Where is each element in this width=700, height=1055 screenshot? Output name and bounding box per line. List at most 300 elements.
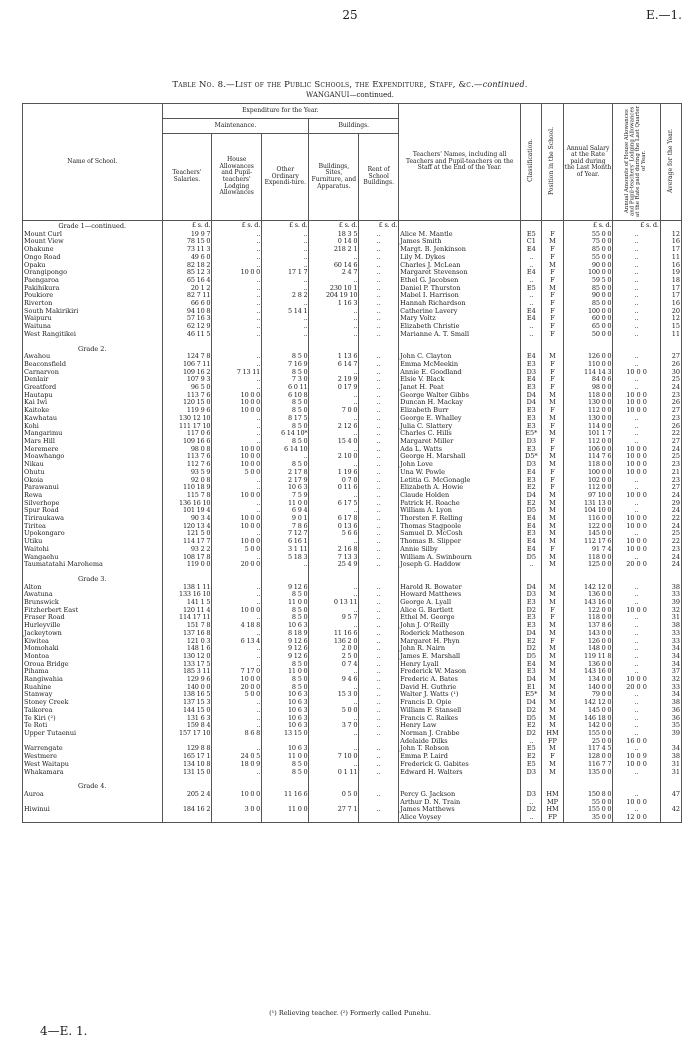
- buildings-sites: ..: [309, 507, 359, 515]
- salaries: 57 16 3: [162, 315, 212, 323]
- annual-allowance: ..: [613, 668, 660, 676]
- average: 17: [660, 246, 681, 254]
- rent: ..: [359, 469, 399, 477]
- classification: E3: [521, 530, 542, 538]
- buildings-sites: 11 16 6: [309, 630, 359, 638]
- annual-salary: 79 0 0: [563, 691, 613, 699]
- header-buildings-sites: Buildings, Sites, Furniture, and Apparatus.: [309, 134, 359, 221]
- annual-allowance: 20 0 0: [613, 561, 660, 569]
- teacher-name: William F. Stansell: [399, 707, 521, 715]
- rent: ..: [359, 515, 399, 523]
- annual-salary: 60 0 0: [563, 315, 613, 323]
- salaries: 140 0 0: [162, 684, 212, 692]
- empty-cell: [521, 221, 542, 231]
- buildings-sites: ..: [309, 399, 359, 407]
- annual-allowance: ..: [613, 415, 660, 423]
- classification: D3: [521, 791, 542, 799]
- annual-salary: 112 0 0: [563, 407, 613, 415]
- classification: D2: [521, 730, 542, 738]
- annual-allowance: ..: [613, 376, 660, 384]
- teacher-name: Mabel I. Harrison: [399, 292, 521, 300]
- rent: ..: [359, 308, 399, 316]
- school-name: Hurleyville: [23, 622, 163, 630]
- annual-salary: 134 0 0: [563, 676, 613, 684]
- table-row: [23, 707, 682, 715]
- buildings-sites: 18 3 5: [309, 231, 359, 239]
- classification: D3: [521, 369, 542, 377]
- average: 24: [660, 507, 681, 515]
- average: 24: [660, 492, 681, 500]
- table-row: [23, 453, 682, 461]
- buildings-sites: 1 13 6: [309, 353, 359, 361]
- teacher-name: Emma P. Laird: [399, 753, 521, 761]
- table-row: [23, 477, 682, 485]
- annual-salary: 59 5 0: [563, 277, 613, 285]
- school-name: Greatford: [23, 384, 163, 392]
- salaries: 138 16 5: [162, 691, 212, 699]
- classification: E4: [521, 315, 542, 323]
- allowances: 10 0 0: [212, 676, 262, 684]
- salaries: 129 9 6: [162, 676, 212, 684]
- allowances: 20 0 0: [212, 561, 262, 569]
- annual-salary: 102 0 0: [563, 477, 613, 485]
- table-row: [23, 607, 682, 615]
- buildings-sites: ..: [309, 584, 359, 592]
- other-expenditure: 7 3 0: [262, 376, 309, 384]
- buildings-sites: 3 7 0: [309, 722, 359, 730]
- school-name: Kai Iwi: [23, 399, 163, 407]
- allowances: ..: [212, 745, 262, 753]
- allowances: ..: [212, 331, 262, 339]
- position: HM: [542, 730, 563, 738]
- position: M: [542, 645, 563, 653]
- school-name: Pakihikura: [23, 285, 163, 293]
- position: M: [542, 653, 563, 661]
- salaries: 136 16 10: [162, 500, 212, 508]
- average: 33: [660, 638, 681, 646]
- rent: ..: [359, 806, 399, 814]
- position: M: [542, 399, 563, 407]
- position: M: [542, 285, 563, 293]
- annual-salary: 85 0 0: [563, 300, 613, 308]
- salaries: 85 12 3: [162, 269, 212, 277]
- average: 11: [660, 254, 681, 262]
- position: M: [542, 745, 563, 753]
- allowances: ..: [212, 645, 262, 653]
- allowances: ..: [212, 769, 262, 777]
- position: FP: [542, 814, 563, 822]
- allowances: ..: [212, 630, 262, 638]
- school-name: Awatuna: [23, 591, 163, 599]
- position: F: [542, 246, 563, 254]
- table-row: [23, 653, 682, 661]
- other-expenditure: 10 6 3: [262, 722, 309, 730]
- salaries: 121 0 3: [162, 638, 212, 646]
- rent: ..: [359, 530, 399, 538]
- allowances: 10 0 0: [212, 399, 262, 407]
- position: M: [542, 591, 563, 599]
- buildings-sites: 7 0 0: [309, 407, 359, 415]
- annual-salary: 100 0 0: [563, 469, 613, 477]
- buildings-sites: 2 5 0: [309, 653, 359, 661]
- rent: ..: [359, 415, 399, 423]
- classification: E5: [521, 761, 542, 769]
- buildings-sites: 0 5 0: [309, 791, 359, 799]
- school-name: Kohi: [23, 423, 163, 431]
- classification: E3: [521, 668, 542, 676]
- position: M: [542, 699, 563, 707]
- table-row: [23, 262, 682, 270]
- position: HM: [542, 806, 563, 814]
- teacher-name: James Matthews: [399, 806, 521, 814]
- teacher-name: John R. Nairn: [399, 645, 521, 653]
- grade-heading-row: [23, 781, 682, 791]
- classification: D5: [521, 554, 542, 562]
- allowances: 4 18 8: [212, 622, 262, 630]
- annual-salary: 118 0 0: [563, 392, 613, 400]
- classification: E5*: [521, 691, 542, 699]
- average: 33: [660, 684, 681, 692]
- average: 37: [660, 668, 681, 676]
- teacher-name: William A. Lyon: [399, 507, 521, 515]
- annual-allowance: ..: [613, 707, 660, 715]
- classification: D4: [521, 399, 542, 407]
- school-name: Hiwinui: [23, 806, 163, 814]
- allowances: ..: [212, 530, 262, 538]
- allowances: 5 0 0: [212, 691, 262, 699]
- salaries: 106 7 11: [162, 361, 212, 369]
- average: 31: [660, 769, 681, 777]
- annual-salary: 136 0 0: [563, 661, 613, 669]
- buildings-sites: 6 17 8: [309, 515, 359, 523]
- school-name: [23, 738, 163, 746]
- other-expenditure: 10 6 3: [262, 707, 309, 715]
- annual-allowance: ..: [613, 361, 660, 369]
- school-name: Auroa: [23, 791, 163, 799]
- rent: ..: [359, 561, 399, 569]
- table-row: [23, 376, 682, 384]
- classification: E4: [521, 246, 542, 254]
- table-row: [23, 399, 682, 407]
- teacher-name: Charles C. Hills: [399, 430, 521, 438]
- salaries: 129 8 8: [162, 745, 212, 753]
- header-annual-salary: Annual Salary at the Rate paid during the Last Month of Year.: [563, 104, 613, 221]
- rent: ..: [359, 730, 399, 738]
- school-name: Carnarvon: [23, 369, 163, 377]
- school-name: [23, 814, 163, 822]
- grade-title: Grade 3.: [23, 574, 163, 584]
- rent: ..: [359, 584, 399, 592]
- teacher-name: Daniel P. Thurston: [399, 285, 521, 293]
- annual-allowance: 10 0 0: [613, 515, 660, 523]
- teacher-name: Frederick W. Mason: [399, 668, 521, 676]
- table-row: [23, 668, 682, 676]
- salaries: 110 18 9: [162, 484, 212, 492]
- salaries: 185 3 11: [162, 668, 212, 676]
- teacher-name: Frederic A. Bates: [399, 676, 521, 684]
- teacher-name: Norman J. Crabbe: [399, 730, 521, 738]
- other-expenditure: 11 0 0: [262, 599, 309, 607]
- classification: E3: [521, 361, 542, 369]
- salaries: 93 2 2: [162, 546, 212, 554]
- position: F: [542, 292, 563, 300]
- average: 34: [660, 745, 681, 753]
- average: 38: [660, 584, 681, 592]
- teacher-name: Adelaide Dilks: [399, 738, 521, 746]
- rent: ..: [359, 591, 399, 599]
- other-expenditure: 5 18 3: [262, 554, 309, 562]
- table-row: [23, 438, 682, 446]
- salaries: 124 7 8: [162, 353, 212, 361]
- teacher-name: Annie E. Goodland: [399, 369, 521, 377]
- annual-allowance: 10 0 0: [613, 392, 660, 400]
- rent: ..: [359, 461, 399, 469]
- school-name: Beaconsfield: [23, 361, 163, 369]
- annual-allowance: ..: [613, 231, 660, 239]
- position: F: [542, 269, 563, 277]
- school-name: Kiwitea: [23, 638, 163, 646]
- average: 11: [660, 331, 681, 339]
- salaries: 131 15 0: [162, 769, 212, 777]
- salaries: 78 15 0: [162, 238, 212, 246]
- buildings-sites: 1 19 6: [309, 469, 359, 477]
- classification: E4: [521, 469, 542, 477]
- classification: E1: [521, 684, 542, 692]
- grade-title: Grade 2.: [23, 344, 163, 354]
- salaries: 131 6 3: [162, 715, 212, 723]
- other-expenditure: 8 5 0: [262, 423, 309, 431]
- teacher-name: Margaret H. Phyn: [399, 638, 521, 646]
- teacher-name: Elsie V. Black: [399, 376, 521, 384]
- teacher-name: George Walter Gibbs: [399, 392, 521, 400]
- school-name: Fraser Road: [23, 614, 163, 622]
- classification: E3: [521, 423, 542, 431]
- annual-allowance: ..: [613, 638, 660, 646]
- average: [660, 814, 681, 822]
- buildings-sites: ..: [309, 684, 359, 692]
- classification: E2: [521, 500, 542, 508]
- annual-allowance: ..: [613, 769, 660, 777]
- buildings-sites: 6 14 7: [309, 361, 359, 369]
- allowances: ..: [212, 277, 262, 285]
- allowances: ..: [212, 430, 262, 438]
- allowances: ..: [212, 554, 262, 562]
- average: 26: [660, 399, 681, 407]
- average: 26: [660, 423, 681, 431]
- table-row: [23, 630, 682, 638]
- school-name: Westmere: [23, 753, 163, 761]
- empty-cell: [212, 574, 262, 584]
- classification: ..: [521, 323, 542, 331]
- buildings-sites: ..: [309, 277, 359, 285]
- average: 30: [660, 369, 681, 377]
- classification: ..: [521, 254, 542, 262]
- rent: ..: [359, 438, 399, 446]
- table-row: [23, 753, 682, 761]
- annual-allowance: ..: [613, 691, 660, 699]
- unit-label: £ s. d.: [212, 221, 262, 231]
- allowances: ..: [212, 231, 262, 239]
- school-name: Ohutu: [23, 469, 163, 477]
- position: M: [542, 453, 563, 461]
- annual-salary: 155 0 0: [563, 806, 613, 814]
- annual-allowance: ..: [613, 554, 660, 562]
- annual-salary: 90 0 0: [563, 262, 613, 270]
- other-expenditure: 9 12 6: [262, 638, 309, 646]
- position: M: [542, 515, 563, 523]
- annual-salary: 85 0 0: [563, 285, 613, 293]
- teacher-name: Claude Holden: [399, 492, 521, 500]
- annual-salary: 98 0 0: [563, 384, 613, 392]
- classification: ..: [521, 799, 542, 807]
- table-row: [23, 492, 682, 500]
- position: F: [542, 469, 563, 477]
- other-expenditure: ..: [262, 323, 309, 331]
- annual-allowance: 10 0 0: [613, 761, 660, 769]
- allowances: 24 0 5: [212, 753, 262, 761]
- salaries: 137 16 8: [162, 630, 212, 638]
- allowances: ..: [212, 507, 262, 515]
- classification: E4: [521, 308, 542, 316]
- average: 27: [660, 484, 681, 492]
- annual-allowance: 10 0 0: [613, 446, 660, 454]
- buildings-sites: 0 13 11: [309, 599, 359, 607]
- school-name: West Waitapu: [23, 761, 163, 769]
- buildings-sites: 0 14 0: [309, 238, 359, 246]
- teacher-name: Alice Voysey: [399, 814, 521, 822]
- empty-cell: [309, 344, 359, 354]
- allowances: ..: [212, 599, 262, 607]
- other-expenditure: 7 5 9: [262, 492, 309, 500]
- header-name: Name of School.: [23, 104, 163, 221]
- grade-title: Grade 1—continued.: [23, 221, 163, 231]
- teacher-name: Mary Voltz: [399, 315, 521, 323]
- allowances: 10 0 0: [212, 453, 262, 461]
- school-name: Orangipongo: [23, 269, 163, 277]
- salaries: 90 3 4: [162, 515, 212, 523]
- classification: E4: [521, 523, 542, 531]
- header-other-expenditure: Other Ordinary Expendi-ture.: [262, 134, 309, 221]
- other-expenditure: 8 5 0: [262, 407, 309, 415]
- average: 23: [660, 546, 681, 554]
- average: 24: [660, 554, 681, 562]
- other-expenditure: 6 14 10*: [262, 430, 309, 438]
- position: M: [542, 691, 563, 699]
- average: 25: [660, 530, 681, 538]
- teacher-name: William A. Swinbourn: [399, 554, 521, 562]
- average: 22: [660, 430, 681, 438]
- teacher-name: Harold R. Bowater: [399, 584, 521, 592]
- table-row: [23, 530, 682, 538]
- rent: ..: [359, 492, 399, 500]
- annual-allowance: ..: [613, 715, 660, 723]
- classification: D4: [521, 699, 542, 707]
- salaries: 120 15 0: [162, 399, 212, 407]
- teacher-name: Lily M. Dykes: [399, 254, 521, 262]
- classification: D2: [521, 707, 542, 715]
- table-row: [23, 384, 682, 392]
- position: F: [542, 638, 563, 646]
- other-expenditure: 11 0 0: [262, 500, 309, 508]
- school-name: Paengaroa: [23, 277, 163, 285]
- table-row: [23, 246, 682, 254]
- rent: ..: [359, 453, 399, 461]
- table-row: [23, 691, 682, 699]
- teacher-name: Francis C. Raikes: [399, 715, 521, 723]
- average: 31: [660, 761, 681, 769]
- teacher-name: Charles J. McLean: [399, 262, 521, 270]
- classification: E5: [521, 745, 542, 753]
- buildings-sites: 230 10 1: [309, 285, 359, 293]
- teacher-name: Thomas B. Slipper: [399, 538, 521, 546]
- salaries: 20 1 2: [162, 285, 212, 293]
- rent: ..: [359, 323, 399, 331]
- average: 36: [660, 715, 681, 723]
- other-expenditure: 5 14 1: [262, 308, 309, 316]
- classification: ..: [521, 738, 542, 746]
- table-row: [23, 561, 682, 569]
- empty-cell: [542, 221, 563, 231]
- position: M: [542, 561, 563, 569]
- annual-allowance: ..: [613, 484, 660, 492]
- buildings-sites: 2 16 8: [309, 546, 359, 554]
- buildings-sites: ..: [309, 730, 359, 738]
- annual-allowance: ..: [613, 277, 660, 285]
- allowances: 7 17 0: [212, 668, 262, 676]
- grade-heading-row: [23, 344, 682, 354]
- rent: ..: [359, 668, 399, 676]
- annual-salary: 145 0 0: [563, 707, 613, 715]
- buildings-sites: 2 10 0: [309, 453, 359, 461]
- table-row: [23, 461, 682, 469]
- average: 17: [660, 292, 681, 300]
- average: [660, 738, 681, 746]
- table-row: [23, 285, 682, 293]
- school-name: Kaitoke: [23, 407, 163, 415]
- average: 32: [660, 607, 681, 615]
- teacher-name: John Love: [399, 461, 521, 469]
- annual-salary: 155 0 0: [563, 730, 613, 738]
- allowances: ..: [212, 591, 262, 599]
- school-name: Wangaehu: [23, 554, 163, 562]
- annual-allowance: ..: [613, 745, 660, 753]
- position: F: [542, 323, 563, 331]
- position: F: [542, 369, 563, 377]
- rent: ..: [359, 676, 399, 684]
- teacher-name: John C. Clayton: [399, 353, 521, 361]
- other-expenditure: 11 16 6: [262, 791, 309, 799]
- teacher-name: George A. Lyall: [399, 599, 521, 607]
- rent: ..: [359, 423, 399, 431]
- table-row: [23, 469, 682, 477]
- empty-cell: [399, 781, 521, 791]
- school-name: Waituna: [23, 323, 163, 331]
- allowances: 10 0 0: [212, 461, 262, 469]
- table-row: [23, 745, 682, 753]
- average: 15: [660, 323, 681, 331]
- salaries: 96 5 0: [162, 384, 212, 392]
- annual-allowance: 10 0 0: [613, 399, 660, 407]
- annual-salary: 84 0 6: [563, 376, 613, 384]
- annual-allowance: ..: [613, 285, 660, 293]
- annual-allowance: ..: [613, 331, 660, 339]
- table-row: [23, 584, 682, 592]
- annual-allowance: ..: [613, 323, 660, 331]
- school-name: Ohakune: [23, 246, 163, 254]
- other-expenditure: ..: [262, 300, 309, 308]
- annual-allowance: ..: [613, 477, 660, 485]
- other-expenditure: 6 14 10: [262, 446, 309, 454]
